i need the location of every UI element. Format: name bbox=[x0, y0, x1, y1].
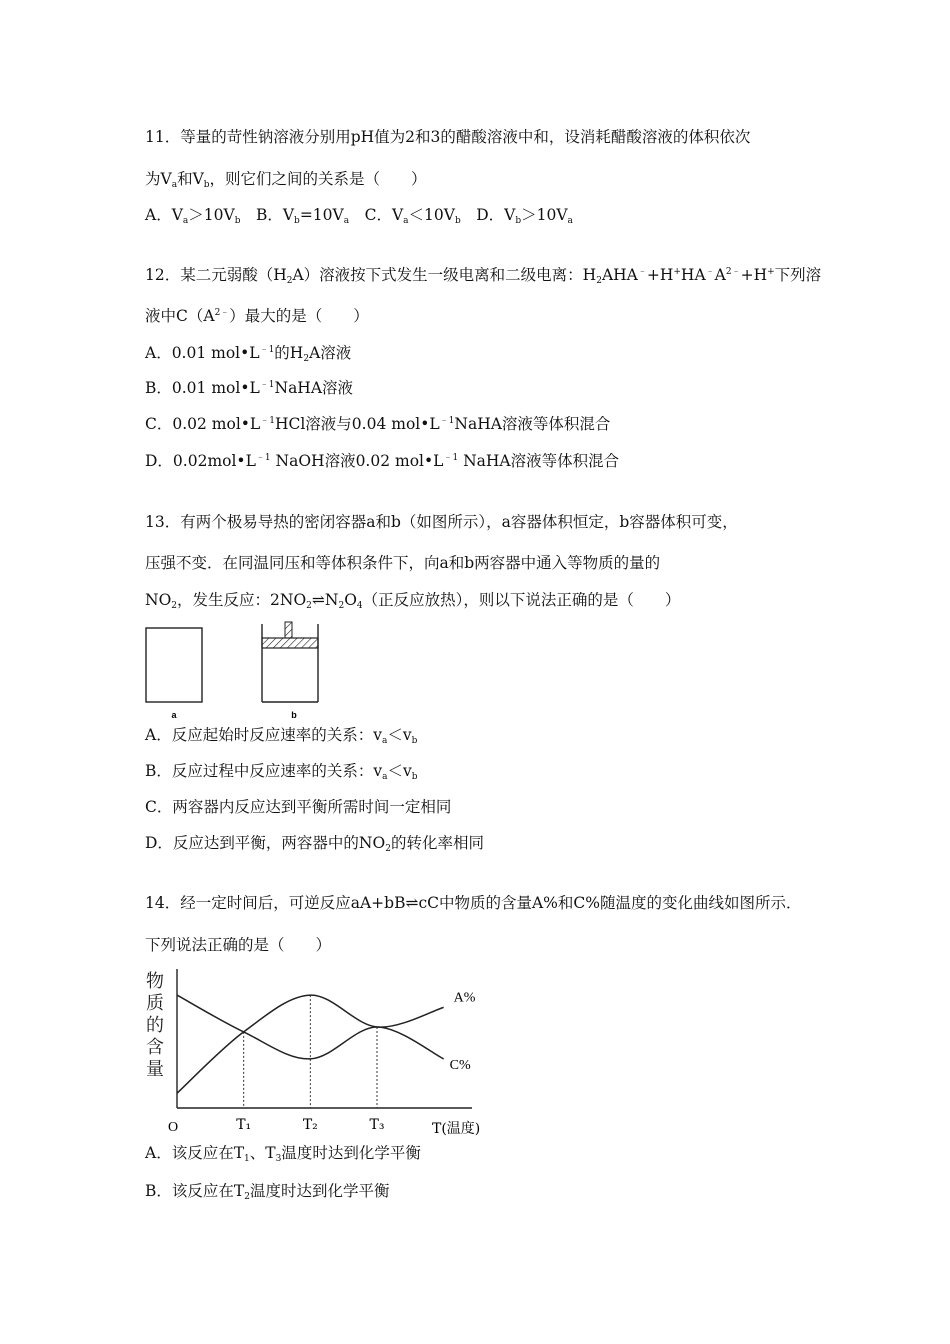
y-axis-label-char: 质 bbox=[146, 993, 164, 1014]
q13-option-c: C．两容器内反应达到平衡所需时间一定相同 bbox=[145, 798, 452, 816]
q12-option-d: D．$0.02mol•L^{﹣1}$ NaOH溶液0.02 $mol•L^{﹣1}$ NaHA溶液等体积混合 bbox=[145, 452, 620, 470]
y-axis-label-char: 含 bbox=[146, 1037, 164, 1058]
q13-container-figure bbox=[140, 618, 340, 722]
q11-options: A．$V_a>10V_b$ B．$V_b=10V_a$ C．$V_a<10V_b$ D．$V_b>10V_a$ bbox=[145, 206, 573, 226]
y-axis-label-char: 物 bbox=[146, 971, 164, 992]
q13-option-d: D．反应达到平衡，两容器中的$NO_2$的转化率相同 bbox=[145, 834, 484, 854]
q12-stem-line2: 液中$C(A^{2﹣})$最大的是（ ） bbox=[145, 307, 369, 325]
q11-stem-line1: 11．等量的苛性钠溶液分别用pH值为2和3的醋酸溶液中和，设消耗醋酸溶液的体积依次 bbox=[145, 128, 751, 146]
q11-stem-line2: 为$V_a$和$V_b$，则它们之间的关系是（ ） bbox=[145, 170, 427, 190]
container-a bbox=[146, 628, 202, 702]
x-tick-label-t2: T₂ bbox=[302, 1117, 318, 1133]
series-label-c-percent: C% bbox=[449, 1057, 471, 1073]
q13-stem-line1: 13．有两个极易导热的密闭容器a和b（如图所示），a容器体积恒定，b容器体积可变， bbox=[145, 513, 738, 531]
x-tick-label-t3: T₃ bbox=[369, 1117, 385, 1133]
container-b-piston-rod bbox=[285, 622, 292, 638]
q13-stem-line2: 压强不变．在同温同压和等体积条件下，向a和b两容器中通入等物质的量的 bbox=[145, 554, 661, 572]
q14-stem-line1: 14．经一定时间后，可逆反应aA+bB⇌cC中物质的含量A%和C%随温度的变化曲线如图所示． bbox=[145, 894, 802, 912]
series-label-a-percent: A% bbox=[453, 990, 476, 1006]
q12-option-c: C．0.02 $mol•L^{﹣1}HCl$溶液与0.04 $mol•L^{﹣1}NaHA$溶液等体积混合 bbox=[145, 415, 611, 433]
q12-stem-line1: 12．某二元弱酸$(H_2A)$溶液按下式发生一级电离和二级电离：$H_2AHA^﹣+H^+HA^﹣A^{2﹣}+H^+$下列溶 bbox=[145, 266, 822, 286]
y-axis-label-char: 量 bbox=[146, 1059, 164, 1080]
q14-option-b: B．该反应在$T_2$温度时达到化学平衡 bbox=[145, 1182, 390, 1202]
container-b-label: b bbox=[291, 710, 297, 720]
q14-stem-line2: 下列说法正确的是（ ） bbox=[145, 936, 332, 954]
q13-stem-line3: $NO_2$，发生反应：$2NO_2\rightleftharpoons N_2O_4$（正反应放热），则以下说法正确的是（ ） bbox=[145, 591, 681, 611]
y-axis-label-char: 的 bbox=[146, 1015, 164, 1036]
container-b-piston bbox=[262, 638, 318, 648]
origin-label: O bbox=[167, 1120, 179, 1135]
q12-option-b: B．0.01 $mol•L^{﹣1}NaHA$溶液 bbox=[145, 379, 354, 397]
q12-option-a: A．0.01 $mol•L^{﹣1}$的$H_2A$溶液 bbox=[145, 344, 352, 364]
q13-option-b: B．反应过程中反应速率的关系：$v_a<v_b$ bbox=[145, 762, 418, 782]
q14-option-a: A．该反应在$T_1$、$T_3$温度时达到化学平衡 bbox=[145, 1144, 421, 1164]
q13-option-a: A．反应起始时反应速率的关系：$v_a<v_b$ bbox=[145, 726, 418, 746]
q14-temperature-chart bbox=[140, 965, 485, 1137]
x-tick-label-t1: T₁ bbox=[236, 1117, 252, 1133]
container-a-label: a bbox=[171, 710, 177, 720]
x-axis-label: T(温度) bbox=[432, 1121, 481, 1137]
y-axis-label bbox=[146, 971, 164, 1080]
